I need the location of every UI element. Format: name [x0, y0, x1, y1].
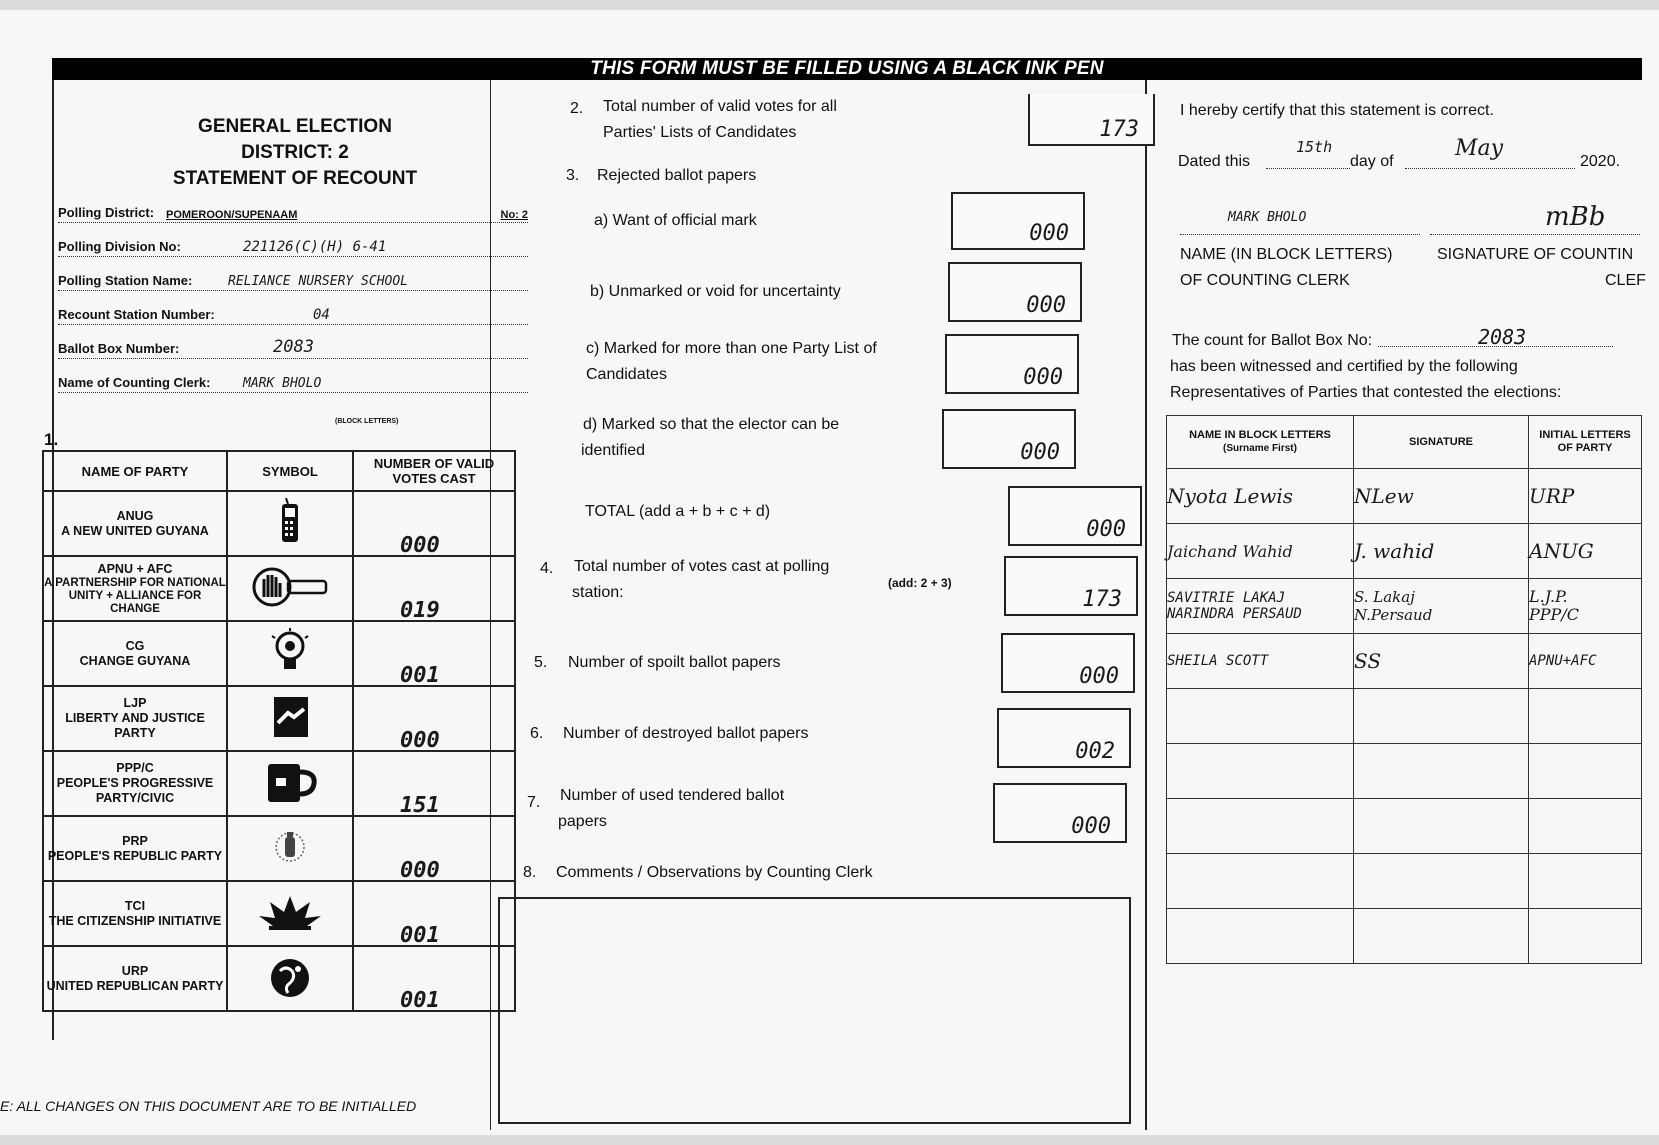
party-name-cell: [43, 946, 227, 1011]
polling-division-row: [58, 236, 528, 257]
party-row: [43, 621, 515, 686]
header-rep-name-line2: (Surname First): [1223, 443, 1297, 454]
party-full-name: CHANGE GUYANA: [79, 653, 191, 668]
name-label-line1: NAME (IN BLOCK LETTERS): [1180, 246, 1393, 263]
header-rep-party-line1: INITIAL LETTERS: [1539, 429, 1631, 441]
party-votes-cell: [353, 946, 515, 1011]
cup-icon: [260, 758, 320, 806]
q3d-label-line1: d) Marked so that the elector can be: [583, 416, 840, 433]
party-votes-cell: [353, 686, 515, 751]
q2-value: 173: [1099, 117, 1139, 142]
party-full-name: A NEW UNITED GUYANA: [61, 523, 209, 538]
party-abbr: URP: [121, 963, 149, 978]
empty-cell: [1529, 799, 1642, 854]
empty-cell: [1167, 689, 1354, 744]
count-label: The count for Ballot Box No:: [1172, 332, 1373, 349]
party-votes-value: 000: [400, 728, 440, 753]
clerk-signature: mBb: [1545, 202, 1606, 232]
party-row: [43, 946, 515, 1011]
party-symbol-cell: [227, 491, 353, 556]
rep-row-empty: [1167, 854, 1642, 909]
party-table-header: [43, 451, 515, 491]
party-votes-cell: [353, 816, 515, 881]
section-1-number: 1.: [44, 430, 59, 449]
rep-signature: S. Lakaj: [1354, 588, 1415, 606]
lantern-icon: [264, 823, 316, 871]
total-value: 000: [1086, 517, 1126, 542]
party-symbol-cell: [227, 686, 353, 751]
recount-station-value: 04: [313, 307, 330, 323]
q2-number: 2.: [570, 100, 584, 117]
q7-value: 000: [1071, 814, 1111, 839]
party-full-name: A PARTNERSHIP FOR NATIONAL UNITY + ALLIANCE FOR CHANGE: [44, 576, 226, 615]
q3c-value: 000: [1023, 365, 1063, 390]
q3a-value: 000: [1029, 221, 1069, 246]
q3c-label-line2: Candidates: [586, 366, 667, 383]
rep-row: [1167, 524, 1642, 579]
rep-name: Jaichand Wahid: [1167, 524, 1354, 579]
party-full-name: UNITED REPUBLICAN PARTY: [46, 978, 224, 993]
polling-division-label: Polling Division No:: [58, 239, 181, 254]
q7-box: [993, 783, 1127, 843]
globe-icon: [264, 953, 316, 1001]
q3b-value: 000: [1026, 293, 1066, 318]
q4-value: 173: [1082, 587, 1122, 612]
party-symbol-cell: [227, 816, 353, 881]
empty-cell: [1529, 744, 1642, 799]
recount-station-label: Recount Station Number:: [58, 307, 215, 322]
rep-row-empty: [1167, 689, 1642, 744]
hand-key-icon: [250, 563, 330, 611]
certify-statement: I hereby certify that this statement is correct.: [1180, 102, 1494, 119]
party-full-name: PEOPLE'S REPUBLIC PARTY: [47, 848, 223, 863]
empty-cell: [1354, 854, 1529, 909]
party-votes-cell: [353, 881, 515, 946]
party-symbol-cell: [227, 556, 353, 621]
empty-cell: [1529, 689, 1642, 744]
party-name-cell: [43, 491, 227, 556]
empty-cell: [1167, 909, 1354, 964]
q3d-box: [942, 409, 1076, 469]
phone-icon: [264, 498, 316, 546]
q3-label: Rejected ballot papers: [597, 167, 757, 184]
day-of-label: day of: [1350, 153, 1394, 170]
ballot-box-label: Ballot Box Number:: [58, 341, 180, 356]
rep-party: ANUG: [1529, 524, 1642, 579]
header-votes: NUMBER OF VALID VOTES CAST: [353, 451, 515, 491]
rep-row-empty: [1167, 799, 1642, 854]
header-rep-name-line1: NAME IN BLOCK LETTERS: [1189, 429, 1331, 441]
q7-label-line2: papers: [558, 813, 607, 830]
q7-label-line1: Number of used tendered ballot: [560, 787, 785, 804]
party-name-cell: [43, 556, 227, 621]
q6-number: 6.: [530, 725, 544, 742]
party-name-cell: [43, 881, 227, 946]
party-votes-value: 151: [400, 793, 440, 818]
q2-valid-votes-box: [1028, 94, 1155, 146]
q3d-label-line2: identified: [581, 442, 646, 459]
empty-cell: [1167, 799, 1354, 854]
rep-party: URP: [1529, 469, 1642, 524]
empty-cell: [1529, 909, 1642, 964]
party-row: [43, 816, 515, 881]
recount-station-row: [58, 304, 528, 325]
clerk-name-written: MARK BHOLO: [1228, 210, 1307, 225]
header-party-name: NAME OF PARTY: [43, 451, 227, 491]
q6-value: 002: [1075, 739, 1115, 764]
party-abbr: CG: [125, 638, 145, 653]
rep-signature: SS: [1354, 634, 1529, 689]
party-abbr: APNU + AFC: [97, 561, 173, 576]
ink-banner: THIS FORM MUST BE FILLED USING A BLACK INK PEN: [52, 58, 1642, 80]
q8-number: 8.: [523, 864, 537, 881]
clerk-name-line: [1180, 226, 1420, 235]
party-row: [43, 686, 515, 751]
header-rep-party: [1529, 416, 1642, 469]
empty-cell: [1354, 689, 1529, 744]
party-votes-value: 019: [400, 598, 440, 623]
party-row: [43, 491, 515, 556]
q8-label: Comments / Observations by Counting Clerk: [556, 864, 873, 881]
polling-district-value: POMEROON/SUPENAAM: [166, 209, 298, 221]
q6-box: [997, 708, 1131, 768]
polling-station-row: [58, 270, 528, 291]
ballot-box-value: 2083: [273, 337, 314, 357]
district-no: No: 2: [500, 209, 528, 221]
party-symbol-cell: [227, 621, 353, 686]
lotus-icon: [255, 888, 325, 936]
q4-label-line1: Total number of votes cast at polling: [574, 558, 830, 575]
day-value: 15th: [1296, 138, 1333, 156]
lightbulb-icon: [264, 628, 316, 676]
rep-row-empty: [1167, 744, 1642, 799]
witnessed-line2: Representatives of Parties that contested the elections:: [1170, 384, 1562, 401]
ballot-box-row: [58, 338, 528, 359]
party-votes-cell: [353, 621, 515, 686]
rep-name: SHEILA SCOTT: [1167, 634, 1354, 689]
rep-name: SAVITRIE LAKAJ: [1167, 590, 1286, 606]
polling-division-value: 221126(C)(H) 6-41: [243, 239, 387, 255]
q2-label-line1: Total number of valid votes for all: [603, 98, 837, 115]
right-divider: [1145, 80, 1147, 1130]
party-row: [43, 751, 515, 816]
q2-label-line2: Parties' Lists of Candidates: [603, 124, 797, 141]
q6-label: Number of destroyed ballot papers: [563, 725, 809, 742]
clerk-row: [58, 372, 528, 393]
sig-label-line1: SIGNATURE OF COUNTIN: [1437, 246, 1634, 263]
q3-number: 3.: [566, 167, 580, 184]
party-abbr: PRP: [122, 833, 148, 848]
rep-signature: N.Persaud: [1354, 606, 1433, 624]
clerk-value: MARK BHOLO: [243, 376, 322, 391]
year-label: 2020.: [1580, 153, 1621, 170]
rep-name-group: [1167, 579, 1354, 634]
party-row: [43, 556, 515, 621]
recount-title: STATEMENT OF RECOUNT: [172, 168, 418, 189]
district-title: DISTRICT: 2: [241, 142, 349, 163]
q4-label-line2: station:: [572, 584, 624, 601]
rep-row: [1167, 579, 1642, 634]
election-title: GENERAL ELECTION: [198, 116, 392, 137]
comments-box: [498, 897, 1131, 1124]
party-symbol-cell: [227, 946, 353, 1011]
rep-party: APNU+AFC: [1529, 634, 1642, 689]
empty-cell: [1529, 854, 1642, 909]
q3a-box: [951, 192, 1085, 250]
party-name-cell: [43, 816, 227, 881]
q5-box: [1001, 633, 1135, 693]
header-rep-name: [1167, 416, 1354, 469]
party-votes-cell: [353, 751, 515, 816]
clerk-signature-line: [1430, 226, 1640, 235]
block-letters-note: (BLOCK LETTERS): [335, 418, 399, 425]
q3c-box: [945, 334, 1079, 394]
party-abbr: PPP/C: [116, 761, 154, 775]
rep-party-group: [1529, 579, 1642, 634]
party-full-name: THE CITIZENSHIP INITIATIVE: [48, 913, 222, 928]
empty-cell: [1354, 909, 1529, 964]
q4-add-note: (add: 2 + 3): [888, 576, 952, 590]
rep-row-empty: [1167, 909, 1642, 964]
dated-this-label: Dated this: [1178, 153, 1251, 170]
party-name-cell: [43, 751, 227, 816]
polling-station-label: Polling Station Name:: [58, 273, 193, 288]
party-votes-value: 001: [400, 988, 440, 1013]
party-votes-value: 000: [400, 533, 440, 558]
rep-party: PPP/C: [1529, 605, 1579, 624]
party-name-cell: [43, 686, 227, 751]
clerk-label: Name of Counting Clerk:: [58, 375, 211, 390]
header-rep-signature: SIGNATURE: [1354, 416, 1529, 469]
q5-value: 000: [1079, 664, 1119, 689]
q4-number: 4.: [540, 560, 554, 577]
rep-row: [1167, 469, 1642, 524]
party-name-cell: [43, 621, 227, 686]
recount-form: [0, 10, 1659, 1135]
rep-signature-group: [1354, 579, 1529, 634]
party-abbr: TCI: [124, 898, 146, 913]
q3d-value: 000: [1020, 440, 1060, 465]
day-line: [1266, 160, 1350, 169]
polling-district-label: Polling District:: [58, 205, 155, 220]
month-line: [1405, 160, 1575, 169]
empty-cell: [1167, 744, 1354, 799]
q5-number: 5.: [534, 654, 548, 671]
party-votes-table: [42, 450, 516, 1012]
party-votes-cell: [353, 491, 515, 556]
party-symbol-cell: [227, 751, 353, 816]
rep-signature: NLew: [1354, 469, 1529, 524]
header-rep-party-line2: OF PARTY: [1557, 442, 1613, 454]
q7-number: 7.: [527, 794, 541, 811]
empty-cell: [1354, 744, 1529, 799]
rep-party: L.J.P.: [1529, 587, 1568, 606]
party-votes-value: 000: [400, 858, 440, 883]
count-value: 2083: [1478, 325, 1527, 349]
party-votes-cell: [353, 556, 515, 621]
total-box: [1008, 486, 1142, 546]
total-label: TOTAL (add a + b + c + d): [585, 503, 771, 520]
party-votes-value: 001: [400, 923, 440, 948]
q3b-box: [948, 262, 1082, 322]
handshake-icon: [264, 693, 316, 741]
rep-row: [1167, 634, 1642, 689]
witnessed-line1: has been witnessed and certified by the following: [1170, 358, 1518, 375]
party-symbol-cell: [227, 881, 353, 946]
empty-cell: [1167, 854, 1354, 909]
party-abbr: LJP: [123, 696, 147, 710]
polling-station-value: RELIANCE NURSERY SCHOOL: [228, 274, 409, 289]
header-symbol: SYMBOL: [227, 451, 353, 491]
q4-box: [1004, 556, 1138, 616]
sig-label-line2: CLEF: [1605, 272, 1646, 289]
q3a-label: a) Want of official mark: [594, 212, 757, 229]
rep-name: Nyota Lewis: [1167, 469, 1354, 524]
party-full-name: PEOPLE'S PROGRESSIVE PARTY/CIVIC: [56, 776, 214, 805]
party-votes-value: 001: [400, 663, 440, 688]
rep-signature: J. wahid: [1354, 524, 1529, 579]
party-full-name: LIBERTY AND JUSTICE PARTY: [65, 711, 205, 740]
name-label-line2: OF COUNTING CLERK: [1180, 272, 1350, 289]
month-value: May: [1455, 136, 1504, 161]
rep-name: NARINDRA PERSAUD: [1167, 606, 1302, 622]
representatives-table: [1166, 415, 1642, 964]
empty-cell: [1354, 799, 1529, 854]
q3b-label: b) Unmarked or void for uncertainty: [590, 283, 841, 300]
q3c-label-line1: c) Marked for more than one Party List of: [586, 340, 877, 357]
party-row: [43, 881, 515, 946]
polling-district-row: [58, 202, 528, 223]
footnote-text: E: ALL CHANGES ON THIS DOCUMENT ARE TO BE INITIALLED: [0, 1098, 417, 1114]
q5-label: Number of spoilt ballot papers: [568, 654, 781, 671]
party-abbr: ANUG: [116, 508, 154, 523]
rep-table-header: [1167, 416, 1642, 469]
